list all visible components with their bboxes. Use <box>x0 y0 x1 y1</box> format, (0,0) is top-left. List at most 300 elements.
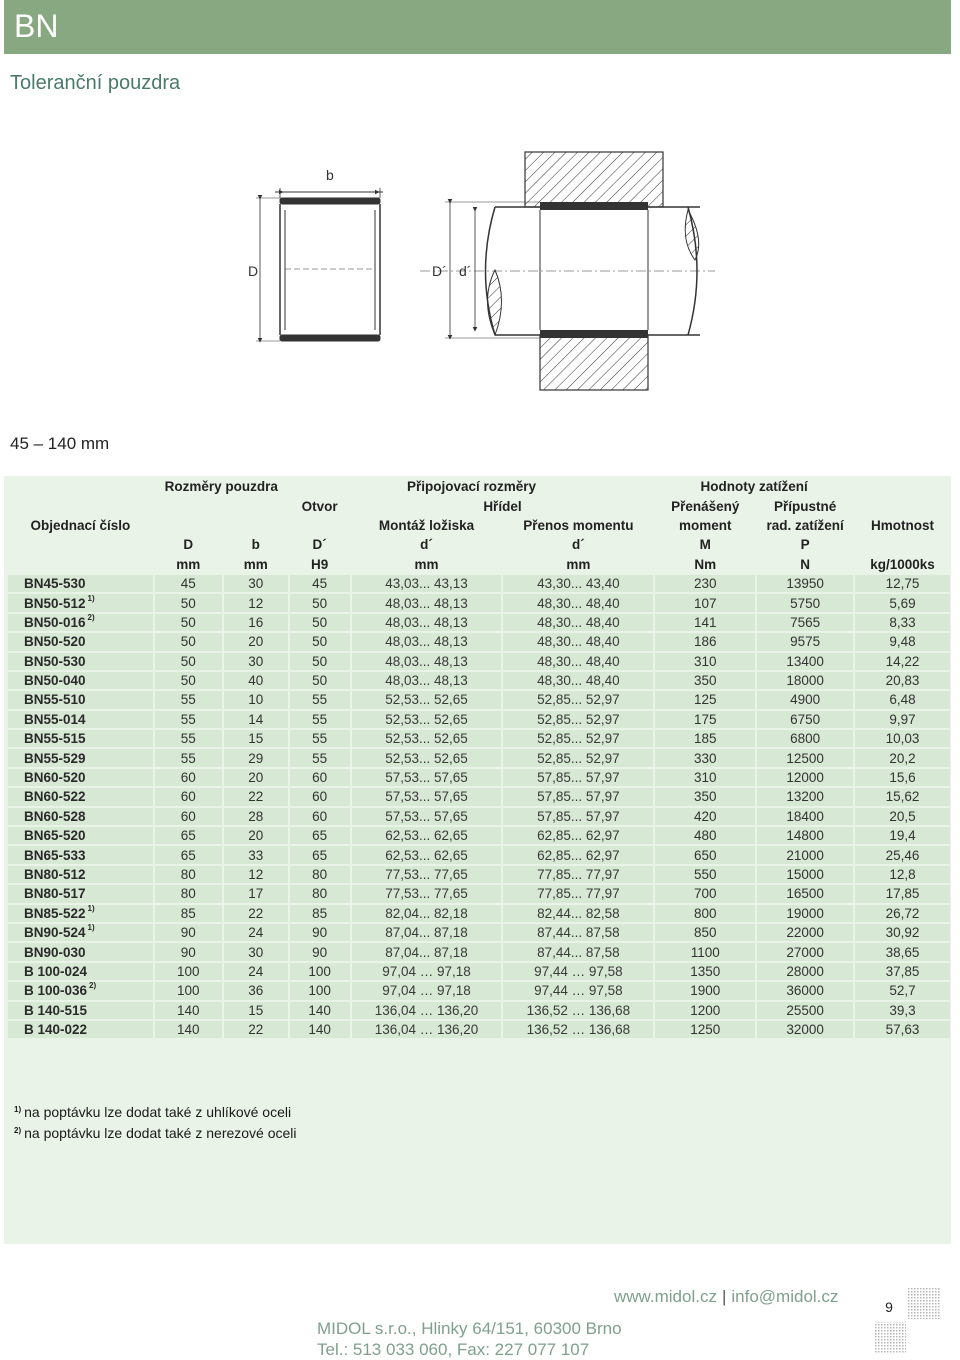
header-bar <box>4 0 951 54</box>
moment-M: 1100 <box>655 943 755 960</box>
order-code: BN60-520 <box>8 769 153 786</box>
bearing-range: 48,03... 48,13 <box>352 672 502 689</box>
dim-b: 30 <box>224 943 288 960</box>
label-d-prime: d´ <box>459 263 472 279</box>
table-row <box>8 672 950 689</box>
hdr-M: M <box>699 537 711 553</box>
dim-b: 16 <box>224 614 288 631</box>
hdr-allow: Přípustné <box>773 498 837 514</box>
table-row <box>8 691 950 708</box>
table-row <box>8 827 950 844</box>
torque-range: 43,30... 43,40 <box>503 575 653 592</box>
mass: 20,5 <box>855 808 950 825</box>
footnote-mark: 1) <box>87 593 95 603</box>
unit-mass: kg/1000ks <box>870 556 935 572</box>
hole-Dp: 80 <box>290 866 350 883</box>
moment-M: 650 <box>655 846 755 863</box>
dim-D: 60 <box>155 788 222 805</box>
table-row <box>8 730 950 747</box>
mass: 9,97 <box>855 711 950 728</box>
hole-Dp: 55 <box>290 711 350 728</box>
order-code: B 100-024 <box>8 963 153 980</box>
unit-dp1: mm <box>414 556 439 572</box>
dim-D: 55 <box>155 711 222 728</box>
dim-b: 29 <box>224 749 288 766</box>
dim-b: 28 <box>224 808 288 825</box>
dim-D: 80 <box>155 885 222 902</box>
page-subtitle: Toleranční pouzdra <box>10 72 181 94</box>
table-row <box>8 769 950 786</box>
dim-D: 65 <box>155 827 222 844</box>
order-code: BN55-515 <box>8 730 153 747</box>
dim-D: 140 <box>155 1002 222 1019</box>
moment-M: 550 <box>655 866 755 883</box>
hole-Dp: 65 <box>290 827 350 844</box>
bearing-range: 62,53... 62,65 <box>352 846 502 863</box>
moment-M: 1200 <box>655 1002 755 1019</box>
moment-M: 350 <box>655 672 755 689</box>
bearing-range: 97,04 … 97,18 <box>352 963 502 980</box>
moment-M: 107 <box>655 594 755 611</box>
moment-M: 310 <box>655 653 755 670</box>
hole-Dp: 50 <box>290 614 350 631</box>
load-P: 6750 <box>757 711 853 728</box>
footnotes <box>14 1102 297 1144</box>
hdr-dims: Rozměry pouzdra <box>164 479 278 495</box>
hdr-shaft: Hřídel <box>483 498 522 514</box>
hole-Dp: 90 <box>290 924 350 941</box>
mass: 20,2 <box>855 749 950 766</box>
dim-D: 90 <box>155 924 222 941</box>
table-row <box>8 846 950 863</box>
footer-contacts <box>614 1287 838 1307</box>
load-P: 9575 <box>757 633 853 650</box>
label-D-prime: D´ <box>432 263 447 279</box>
dim-D: 90 <box>155 943 222 960</box>
dim-b: 40 <box>224 672 288 689</box>
order-code: BN55-529 <box>8 749 153 766</box>
housing-top <box>525 152 663 207</box>
dim-D: 50 <box>155 672 222 689</box>
torque-range: 77,85... 77,97 <box>503 866 653 883</box>
mass: 19,4 <box>855 827 950 844</box>
hdr-P: P <box>800 537 810 553</box>
hole-Dp: 100 <box>290 982 350 999</box>
load-P: 27000 <box>757 943 853 960</box>
dim-D: 60 <box>155 808 222 825</box>
order-code: BN50-040 <box>8 672 153 689</box>
header-row-units <box>8 556 950 573</box>
order-code: BN50-016 $^{2)}$ <box>8 614 153 631</box>
mass: 14,22 <box>855 653 950 670</box>
torque-range: 48,30... 48,40 <box>503 672 653 689</box>
moment-M: 1250 <box>655 1021 755 1038</box>
table-row <box>8 653 950 670</box>
moment-M: 700 <box>655 885 755 902</box>
torque-range: 52,85... 52,97 <box>503 749 653 766</box>
load-P: 16500 <box>757 885 853 902</box>
dim-b: 20 <box>224 633 288 650</box>
company-address: MIDOL s.r.o., Hlinky 64/151, 60300 Brno <box>317 1319 622 1338</box>
torque-range: 136,52 … 136,68 <box>503 1021 653 1038</box>
unit-D: mm <box>176 556 201 572</box>
dim-b: 20 <box>224 769 288 786</box>
dim-b: 12 <box>224 594 288 611</box>
load-P: 7565 <box>757 614 853 631</box>
hole-Dp: 90 <box>290 943 350 960</box>
hdr-load: Hodnoty zatížení <box>700 479 808 495</box>
unit-dp2: mm <box>566 556 591 572</box>
dim-b: 12 <box>224 866 288 883</box>
dim-D: 85 <box>155 905 222 922</box>
order-code: BN45-530 <box>8 575 153 592</box>
torque-range: 52,85... 52,97 <box>503 730 653 747</box>
hole-Dp: 50 <box>290 633 350 650</box>
bearing-range: 57,53... 57,65 <box>352 788 502 805</box>
torque-range: 57,85... 57,97 <box>503 769 653 786</box>
hdr-moment: moment <box>678 517 732 533</box>
dim-b: 24 <box>224 924 288 941</box>
dim-b: 24 <box>224 963 288 980</box>
page-number: 9 <box>885 1299 893 1315</box>
hole-Dp: 140 <box>290 1021 350 1038</box>
mass: 39,3 <box>855 1002 950 1019</box>
dim-D: 50 <box>155 594 222 611</box>
bearing-range: 57,53... 57,65 <box>352 769 502 786</box>
hdr-Dp: D´ <box>312 537 327 553</box>
order-code: BN55-510 <box>8 691 153 708</box>
load-P: 12000 <box>757 769 853 786</box>
hdr-D: D <box>183 537 194 553</box>
torque-range: 82,44... 82,58 <box>503 905 653 922</box>
order-code: B 140-022 <box>8 1021 153 1038</box>
table-row <box>8 1002 950 1019</box>
mass: 8,33 <box>855 614 950 631</box>
hdr-conn: Připojovací rozměry <box>406 479 537 495</box>
hole-Dp: 140 <box>290 1002 350 1019</box>
product-code: BN <box>14 8 59 44</box>
load-P: 12500 <box>757 749 853 766</box>
load-P: 25500 <box>757 1002 853 1019</box>
bearing-range: 48,03... 48,13 <box>352 633 502 650</box>
table-row <box>8 614 950 631</box>
bearing-range: 77,53... 77,65 <box>352 866 502 883</box>
table-row <box>8 905 950 922</box>
mass: 6,48 <box>855 691 950 708</box>
moment-M: 850 <box>655 924 755 941</box>
load-P: 18000 <box>757 672 853 689</box>
bearing-range: 77,53... 77,65 <box>352 885 502 902</box>
mass: 20,83 <box>855 672 950 689</box>
load-P: 21000 <box>757 846 853 863</box>
footnote-1: $^{1)}$ na poptávku lze dodat také z uhlíkové oceli <box>14 1104 292 1120</box>
housing-bottom <box>540 335 648 390</box>
hdr-hole: Otvor <box>301 498 338 514</box>
bearing-range: 52,53... 52,65 <box>352 691 502 708</box>
footnote-mark: 1) <box>87 903 95 913</box>
load-P: 28000 <box>757 963 853 980</box>
hole-Dp: 60 <box>290 788 350 805</box>
torque-range: 48,30... 48,40 <box>503 653 653 670</box>
load-P: 5750 <box>757 594 853 611</box>
bearing-range: 97,04 … 97,18 <box>352 982 502 999</box>
dim-b: 22 <box>224 905 288 922</box>
bearing-range: 57,53... 57,65 <box>352 808 502 825</box>
bearing-range: 48,03... 48,13 <box>352 653 502 670</box>
bearing-range: 82,04... 82,18 <box>352 905 502 922</box>
hole-Dp: 55 <box>290 691 350 708</box>
torque-range: 48,30... 48,40 <box>503 594 653 611</box>
load-P: 4900 <box>757 691 853 708</box>
mass: 9,48 <box>855 633 950 650</box>
torque-range: 48,30... 48,40 <box>503 633 653 650</box>
footer-company <box>317 1318 622 1360</box>
mass: 37,85 <box>855 963 950 980</box>
unit-P: N <box>800 556 810 572</box>
hole-Dp: 55 <box>290 749 350 766</box>
load-P: 19000 <box>757 905 853 922</box>
moment-M: 1900 <box>655 982 755 999</box>
mass: 15,62 <box>855 788 950 805</box>
hdr-dp1: d´ <box>420 537 433 553</box>
bushing-diagram <box>240 150 720 395</box>
order-code: BN85-522 $^{1)}$ <box>8 905 153 922</box>
order-code: BN50-512 $^{1)}$ <box>8 594 153 611</box>
table-row <box>8 788 950 805</box>
torque-range: 97,44 … 97,58 <box>503 982 653 999</box>
table-row <box>8 575 950 592</box>
hdr-bearing: Montáž ložiska <box>378 517 475 533</box>
order-code: B 140-515 <box>8 1002 153 1019</box>
bearing-range: 52,53... 52,65 <box>352 730 502 747</box>
label-D: D <box>248 263 259 279</box>
order-code: BN90-524 $^{1)}$ <box>8 924 153 941</box>
hole-Dp: 45 <box>290 575 350 592</box>
torque-range: 52,85... 52,97 <box>503 711 653 728</box>
torque-range: 57,85... 57,97 <box>503 788 653 805</box>
footnote-mark: 2) <box>89 981 97 991</box>
hdr-dp2: d´ <box>571 537 585 553</box>
footnote-mark: 2) <box>87 612 95 622</box>
moment-M: 420 <box>655 808 755 825</box>
email-link[interactable]: info@midol.cz <box>731 1287 839 1306</box>
dim-b: 14 <box>224 711 288 728</box>
hole-Dp: 60 <box>290 808 350 825</box>
installed-sleeve-bottom <box>540 330 648 338</box>
torque-range: 48,30... 48,40 <box>503 614 653 631</box>
hole-Dp: 80 <box>290 885 350 902</box>
dim-D: 45 <box>155 575 222 592</box>
moment-M: 175 <box>655 711 755 728</box>
order-code: BN60-528 <box>8 808 153 825</box>
order-code: BN65-533 <box>8 846 153 863</box>
load-P: 13950 <box>757 575 853 592</box>
mass: 10,03 <box>855 730 950 747</box>
table-row <box>8 633 950 650</box>
table-row <box>8 963 950 980</box>
moment-M: 310 <box>655 769 755 786</box>
company-phone: Tel.: 513 033 060, Fax: 227 077 107 <box>317 1340 590 1359</box>
table-row <box>8 808 950 825</box>
order-code: BN60-522 <box>8 788 153 805</box>
mass: 15,6 <box>855 769 950 786</box>
label-b: b <box>326 167 334 183</box>
order-code: BN80-512 <box>8 866 153 883</box>
table-row <box>8 982 950 999</box>
mass: 26,72 <box>855 905 950 922</box>
order-code: BN50-520 <box>8 633 153 650</box>
load-P: 18400 <box>757 808 853 825</box>
header-row-2 <box>8 497 950 514</box>
load-P: 13200 <box>757 788 853 805</box>
hdr-mass: Hmotnost <box>871 517 935 533</box>
dim-b: 22 <box>224 788 288 805</box>
dim-D: 60 <box>155 769 222 786</box>
unit-b: mm <box>243 556 268 572</box>
load-P: 36000 <box>757 982 853 999</box>
dim-D: 80 <box>155 866 222 883</box>
spec-table <box>6 476 952 1040</box>
load-P: 14800 <box>757 827 853 844</box>
torque-range: 62,85... 62,97 <box>503 827 653 844</box>
dim-D: 55 <box>155 730 222 747</box>
dim-b: 22 <box>224 1021 288 1038</box>
website-link[interactable]: www.midol.cz <box>614 1287 717 1306</box>
order-code: B 100-036 $^{2)}$ <box>8 982 153 999</box>
bearing-range: 43,03... 43,13 <box>352 575 502 592</box>
mass: 12,75 <box>855 575 950 592</box>
dim-D: 65 <box>155 846 222 863</box>
hole-Dp: 85 <box>290 905 350 922</box>
footnote-2: $^{2)}$ na poptávku lze dodat také z nerezové oceli <box>14 1125 297 1141</box>
table-row <box>8 866 950 883</box>
bearing-range: 136,04 … 136,20 <box>352 1002 502 1019</box>
hole-Dp: 100 <box>290 963 350 980</box>
table-row <box>8 943 950 960</box>
moment-M: 141 <box>655 614 755 631</box>
bushing-sleeve <box>256 188 383 341</box>
moment-M: 186 <box>655 633 755 650</box>
moment-M: 800 <box>655 905 755 922</box>
dim-b: 33 <box>224 846 288 863</box>
dim-D: 100 <box>155 963 222 980</box>
dim-b: 36 <box>224 982 288 999</box>
hdr-order: Objednací číslo <box>30 517 131 533</box>
load-P: 15000 <box>757 866 853 883</box>
torque-range: 136,52 … 136,68 <box>503 1002 653 1019</box>
dim-b: 15 <box>224 1002 288 1019</box>
torque-range: 77,85... 77,97 <box>503 885 653 902</box>
mass: 25,46 <box>855 846 950 863</box>
order-code: BN65-520 <box>8 827 153 844</box>
torque-range: 87,44... 87,58 <box>503 943 653 960</box>
mass: 12,8 <box>855 866 950 883</box>
header-row-3 <box>8 517 950 534</box>
installed-sleeve-top <box>540 202 648 210</box>
bearing-range: 87,04... 87,18 <box>352 924 502 941</box>
dim-D: 100 <box>155 982 222 999</box>
hdr-radload: rad. zatížení <box>766 517 844 533</box>
order-code: BN80-517 <box>8 885 153 902</box>
table-row <box>8 749 950 766</box>
table-row <box>8 594 950 611</box>
footnote-mark: 1) <box>87 923 95 933</box>
torque-range: 62,85... 62,97 <box>503 846 653 863</box>
hole-Dp: 50 <box>290 672 350 689</box>
dim-D: 50 <box>155 633 222 650</box>
dim-b: 17 <box>224 885 288 902</box>
dim-b: 10 <box>224 691 288 708</box>
size-range: 45 – 140 mm <box>10 434 110 453</box>
moment-M: 350 <box>655 788 755 805</box>
hole-Dp: 60 <box>290 769 350 786</box>
load-P: 22000 <box>757 924 853 941</box>
mass: 38,65 <box>855 943 950 960</box>
unit-M: Nm <box>694 556 717 572</box>
order-code: BN55-014 <box>8 711 153 728</box>
moment-M: 125 <box>655 691 755 708</box>
separator: | <box>721 1287 727 1306</box>
moment-M: 230 <box>655 575 755 592</box>
dim-D: 55 <box>155 749 222 766</box>
dim-D: 50 <box>155 614 222 631</box>
moment-M: 330 <box>655 749 755 766</box>
torque-range: 57,85... 57,97 <box>503 808 653 825</box>
bearing-range: 136,04 … 136,20 <box>352 1021 502 1038</box>
dim-b: 30 <box>224 575 288 592</box>
order-code: BN90-030 <box>8 943 153 960</box>
hdr-torque: Přenos momentu <box>523 517 634 533</box>
unit-Dp: H9 <box>311 556 329 572</box>
hole-Dp: 55 <box>290 730 350 747</box>
load-P: 6800 <box>757 730 853 747</box>
hdr-b: b <box>251 537 260 553</box>
load-P: 32000 <box>757 1021 853 1038</box>
bearing-range: 48,03... 48,13 <box>352 614 502 631</box>
mass: 57,63 <box>855 1021 950 1038</box>
dim-b: 15 <box>224 730 288 747</box>
mass: 17,85 <box>855 885 950 902</box>
mass: 30,92 <box>855 924 950 941</box>
hole-Dp: 50 <box>290 653 350 670</box>
dim-D: 55 <box>155 691 222 708</box>
load-P: 13400 <box>757 653 853 670</box>
mass: 52,7 <box>855 982 950 999</box>
table-row <box>8 885 950 902</box>
hole-Dp: 50 <box>290 594 350 611</box>
bearing-range: 52,53... 52,65 <box>352 711 502 728</box>
header-row-1 <box>8 478 950 495</box>
table-row <box>8 711 950 728</box>
torque-range: 52,85... 52,97 <box>503 691 653 708</box>
bearing-range: 87,04... 87,18 <box>352 943 502 960</box>
header-row-4 <box>8 536 950 553</box>
torque-range: 97,44 … 97,58 <box>503 963 653 980</box>
order-code: BN50-530 <box>8 653 153 670</box>
dim-b: 30 <box>224 653 288 670</box>
torque-range: 87,44... 87,58 <box>503 924 653 941</box>
moment-M: 1350 <box>655 963 755 980</box>
moment-M: 185 <box>655 730 755 747</box>
dim-D: 140 <box>155 1021 222 1038</box>
moment-M: 480 <box>655 827 755 844</box>
dim-b: 20 <box>224 827 288 844</box>
mass: 5,69 <box>855 594 950 611</box>
hdr-transmit: Přenášený <box>671 498 740 514</box>
bearing-range: 52,53... 52,65 <box>352 749 502 766</box>
dim-D: 50 <box>155 653 222 670</box>
bearing-range: 62,53... 62,65 <box>352 827 502 844</box>
